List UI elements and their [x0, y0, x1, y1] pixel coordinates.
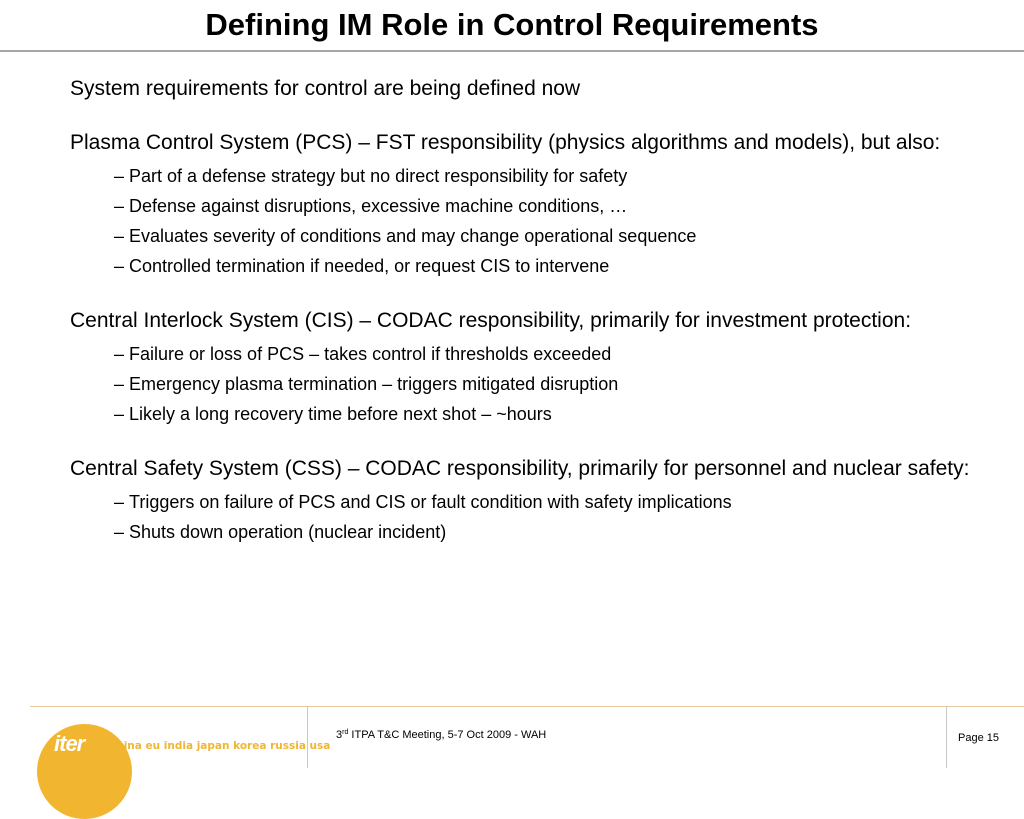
logo-sun-icon [37, 724, 132, 819]
page-number: Page 15 [958, 732, 999, 744]
intro-bullet: System requirements for control are being defined now [70, 77, 581, 100]
logo-members: china eu india japan korea russia usa [110, 740, 331, 752]
footer-divider [307, 706, 308, 768]
footer-rule [30, 706, 1024, 707]
sub-bullet: – Likely a long recovery time before next shot – ~hours [114, 404, 552, 424]
meeting-info: 3rd ITPA T&C Meeting, 5-7 Oct 2009 - WAH [336, 729, 547, 741]
logo-wordmark: iter [54, 731, 85, 756]
section-pcs [70, 129, 970, 281]
iter-logo [32, 712, 331, 768]
sub-bullet: – Defense against disruptions, excessive machine conditions, … [114, 196, 628, 216]
section-heading: Central Safety System (CSS) – CODAC responsibility, primarily for personnel and nuclear safety: [70, 457, 970, 480]
slide-title: Defining IM Role in Control Requirements [205, 7, 819, 42]
section-cis [70, 307, 970, 429]
sub-bullet: – Evaluates severity of conditions and may change operational sequence [114, 226, 697, 246]
section-heading: Central Interlock System (CIS) – CODAC responsibility, primarily for investment protection: [70, 309, 912, 332]
section-heading: Plasma Control System (PCS) – FST responsibility (physics algorithms and models), but also: [70, 131, 941, 154]
sub-bullet: – Emergency plasma termination – triggers mitigated disruption [114, 374, 619, 394]
sub-bullet: – Shuts down operation (nuclear incident) [114, 522, 447, 542]
slide-body [70, 75, 970, 547]
footer-divider [946, 706, 947, 768]
sub-bullet: – Part of a defense strategy but no direct responsibility for safety [114, 166, 628, 186]
sub-bullet: – Controlled termination if needed, or request CIS to intervene [114, 256, 610, 276]
sub-bullet-list [70, 487, 970, 547]
sub-bullet: – Failure or loss of PCS – takes control if thresholds exceeded [114, 344, 612, 364]
title-divider [0, 50, 1024, 52]
sub-bullet-list [70, 161, 970, 281]
sub-bullet: – Triggers on failure of PCS and CIS or fault condition with safety implications [114, 492, 732, 512]
sub-bullet-list [70, 339, 970, 429]
section-css [70, 455, 970, 547]
